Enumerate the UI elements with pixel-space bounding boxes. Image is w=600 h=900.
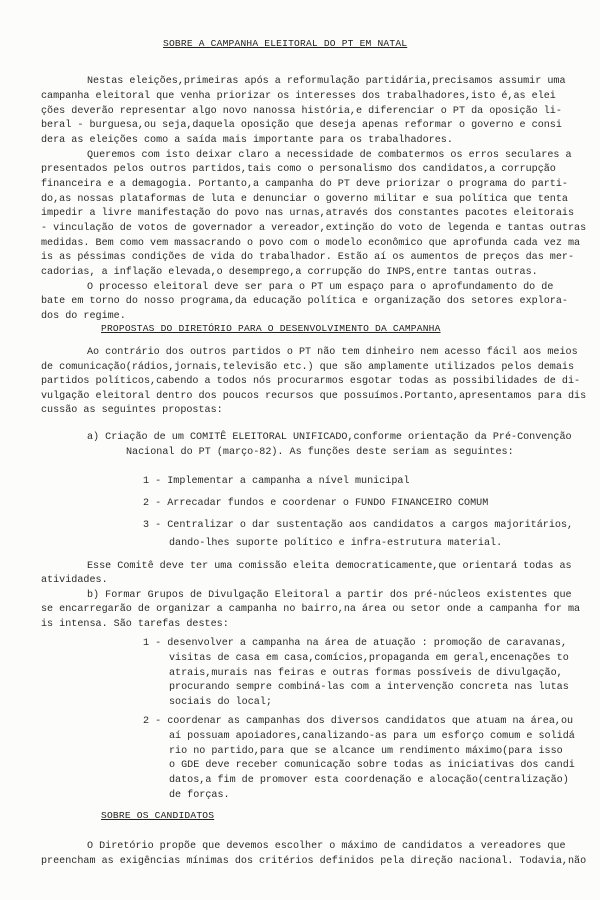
proposal-b: b) Formar Grupos de Divulgação Eleitoral a partir dos pré-núcleos existentes que — [87, 590, 572, 601]
section-line: preencham as exigências mínimas dos critérios definidos pela direção nacional. Todavia,não — [41, 856, 587, 867]
intro-line: beral - burguesa,ou seja,daquela oposição que deseja apenas reformar o governo e consi — [41, 120, 562, 131]
function-item: 3 - Centralizar o dar sustentação aos candidatos a cargos majoritários, — [143, 520, 574, 531]
task-item: 1 - desenvolver a campanha na área de atuação : promoção de caravanas, — [143, 638, 568, 649]
task-item-cont: rio no partido,para que se alcance um rendimento máximo(para isso — [169, 746, 563, 757]
section-title-candidates: SOBRE OS CANDIDATOS — [101, 810, 215, 821]
intro-line: do,as nossas plataformas de luta e denunciar o governo militar e sua política que tenta — [41, 194, 568, 205]
intro-line: medidas. Bem como vem massacrando o povo com o modelo econômico que aprofunda cada vez ma — [41, 238, 581, 249]
intro-line: financeira e a demagogia. Portanto,a campanha do PT deve priorizar o programa do parti- — [41, 179, 568, 190]
intro-line: bate em torno do nosso programa,da educação política e organização dos setores explora- — [41, 296, 568, 307]
task-item: 2 - coordenar as campanhas dos diversos candidatos que atuam na área,ou — [143, 716, 574, 727]
intro-line: Queremos com isto deixar claro a necessidade de combatermos os erros seculares a — [87, 150, 572, 161]
task-item-cont: aí possuam apoiadores,canalizando-as para um esforço comum e solidá — [169, 731, 575, 742]
intro-line: O processo eleitoral deve ser para o PT um espaço para o aprofundamento do de — [87, 282, 554, 293]
proposal-b-cont: se encarregarão de organizar a campanha no bairro,na área ou setor onde a campanha for ma — [41, 604, 581, 615]
task-item-cont: atrais,murais nas feiras e outras formas possíveis de divulgação, — [169, 668, 563, 679]
intro-line: is as péssimas condições de vida do trabalhador. Estão aí os aumentos de preços das mer- — [41, 252, 575, 263]
section-line: O Diretório propõe que devemos escolher o máximo de candidatos a vereadores que — [87, 841, 566, 852]
task-item-cont: sociais do local; — [169, 697, 272, 708]
committee-note-cont: atividades. — [41, 575, 108, 586]
function-item: 2 - Arrecadar fundos e coordenar o FUNDO FINANCEIRO COMUM — [143, 498, 489, 509]
task-item-cont: datos,a fim de promover esta coordenação e alocação(centralização) — [169, 775, 569, 786]
document-title: SOBRE A CAMPANHA ELEITORAL DO PT EM NATAL — [163, 38, 408, 49]
section-line: vulgação eleitoral dentro dos poucos recursos que possuímos.Portanto,apresentamos para dis — [41, 391, 587, 402]
committee-note: Esse Comitê deve ter uma comissão eleita democraticamente,que orientará todas as — [87, 561, 572, 572]
intro-line: - vinculação de votos de governador a vereador,extinção do voto de legenda e tantas outras — [41, 223, 587, 234]
intro-line: Nestas eleições,primeiras após a reformulação partidária,precisamos assumir uma — [87, 76, 566, 87]
section-line: partidos políticos,cabendo a todos nós procurarmos esgotar todas as possibilidades de di- — [41, 376, 581, 387]
task-item-cont: de forças. — [169, 790, 230, 801]
task-item-cont: o GDE deve receber comunicação sobre todas as iniciativas dos candi — [169, 760, 575, 771]
section-line: Ao contrário dos outros partidos o PT não tem dinheiro nem acesso fácil aos meios — [87, 347, 578, 358]
intro-line: impedir a livre manifestação do povo nas urnas,através dos constantes pacotes eleitorais — [41, 208, 575, 219]
proposal-a: a) Criação de um COMITÊ ELEITORAL UNIFICADO,conforme orientação da Pré-Convenção — [87, 432, 572, 443]
proposal-b-cont: is intensa. São tarefas destes: — [41, 619, 229, 630]
intro-line: ções deverão representar algo novo nanossa história,e diferenciar o PT da oposição li- — [41, 106, 562, 117]
intro-line: campanha eleitoral que venha priorizar os interesses dos trabalhadores,isto é,as elei — [41, 91, 556, 102]
intro-line: presentados pelos outros partidos,tais como o personalismo dos candidatos,a corrupção — [41, 164, 556, 175]
section-title-proposals: PROPOSTAS DO DIRETÓRIO PARA O DESENVOLVIMENTO DA CAMPANHA — [101, 323, 441, 334]
function-item: 1 - Implementar a campanha a nível municipal — [143, 476, 410, 487]
section-line: de comunicação(rádios,jornais,televisão etc.) que são amplamente utilizados pelos demais — [41, 362, 575, 373]
task-item-cont: procurando sempre combiná-las com a intervenção concreta nas lutas — [169, 682, 569, 693]
proposal-a-cont: Nacional do PT (março-82). As funções deste seriam as seguintes: — [126, 447, 514, 458]
intro-line: dos do regime. — [41, 311, 126, 322]
intro-line: cadorias, a inflação elevada,o desemprego,a corrupção do INPS,entre tantas outras. — [41, 267, 538, 278]
intro-line: dera as eleições como a saída mais importante para os trabalhadores. — [41, 135, 453, 146]
task-item-cont: visitas de casa em casa,comícios,propaganda em geral,encenações to — [169, 653, 569, 664]
function-item-cont: dando-lhes suporte político e infra-estrutura material. — [169, 538, 503, 549]
section-line: cussão as seguintes propostas: — [41, 405, 223, 416]
